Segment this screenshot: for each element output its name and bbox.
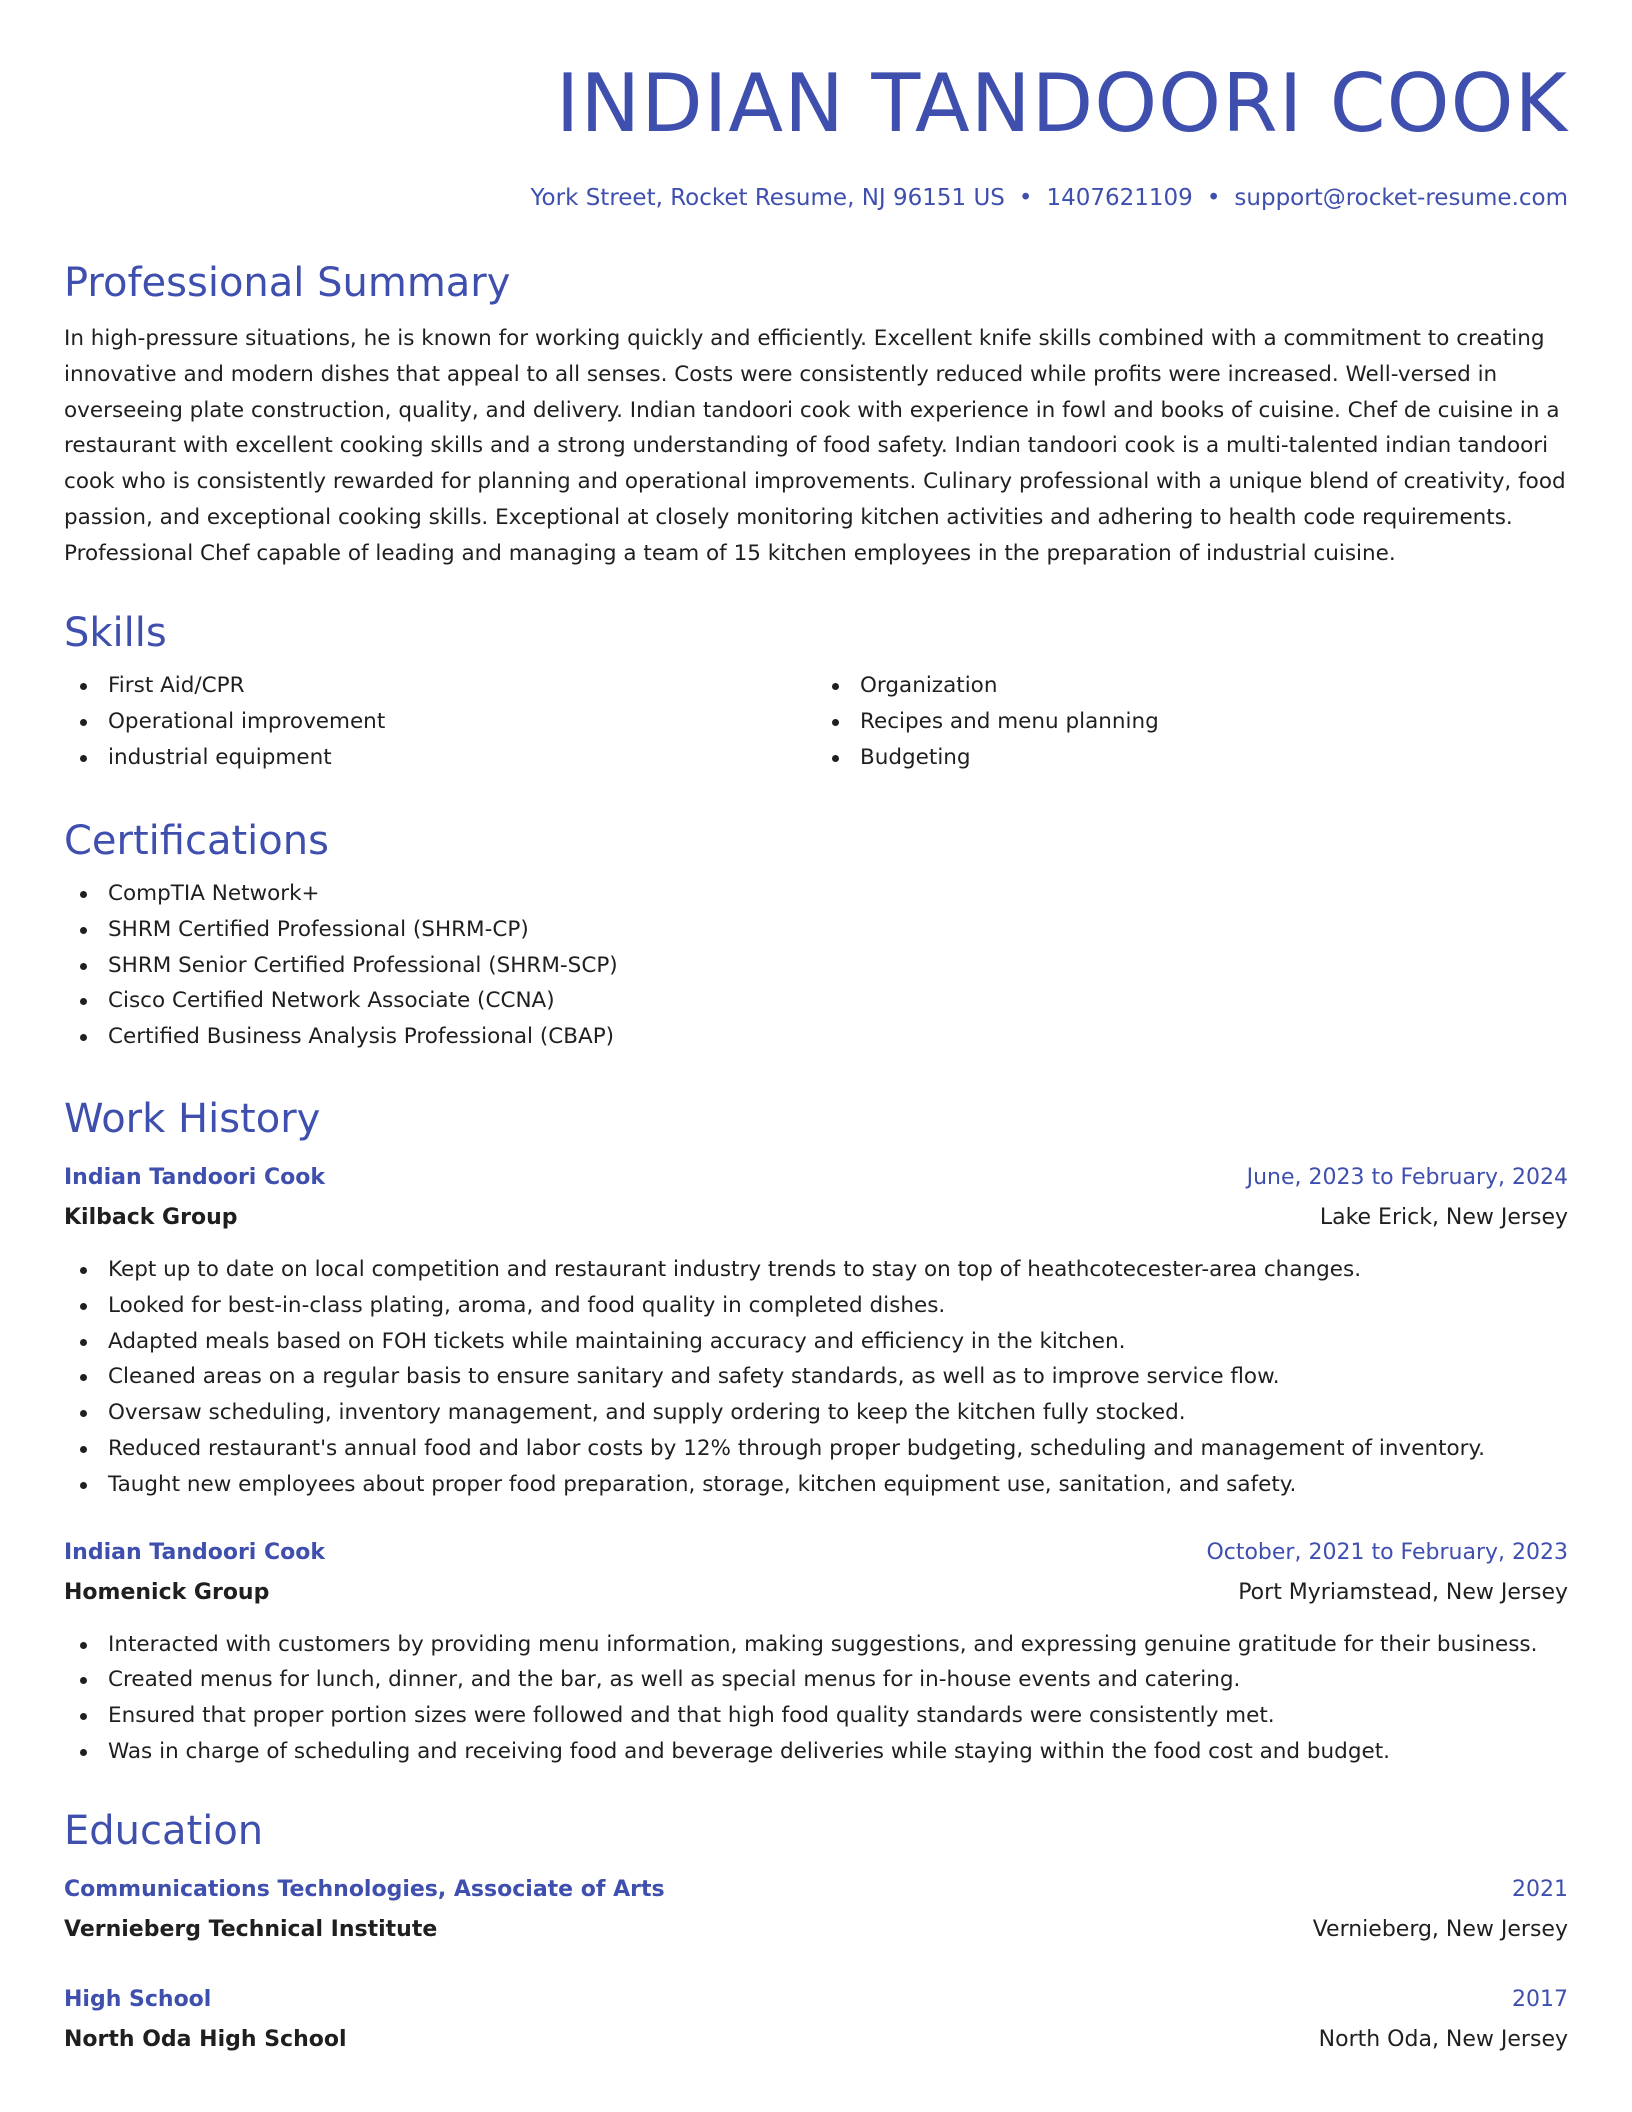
job-bullet: Cleaned areas on a regular basis to ensure sanitary and safety standards, as well as to improve service flow. [64, 1359, 1568, 1395]
degree: Communications Technologies, Associate of Arts [64, 1877, 665, 1902]
separator-dot: • [1018, 185, 1033, 211]
contact-line [531, 182, 1568, 214]
skill-item: First Aid/CPR [64, 668, 816, 704]
job-header-row [64, 1158, 1568, 1198]
skill-item: Budgeting [816, 740, 1568, 776]
separator-dot: • [1206, 185, 1221, 211]
candidate-name: INDIAN TANDOORI COOK [555, 57, 1568, 150]
job-company-row [64, 1573, 1568, 1613]
phone: 1407621109 [1046, 185, 1193, 211]
job-title: Indian Tandoori Cook [64, 1539, 326, 1565]
graduation-year: 2017 [1512, 1987, 1568, 2012]
school-location: North Oda, New Jersey [1318, 2027, 1568, 2052]
skills-grid [64, 668, 1568, 775]
job-bullet: Looked for best-in-class plating, aroma, and food quality in completed dishes. [64, 1288, 1568, 1324]
job-dates: June, 2023 to February, 2024 [1246, 1165, 1568, 1190]
job-dates: October, 2021 to February, 2023 [1206, 1539, 1568, 1565]
skills-section [64, 608, 1568, 775]
work-history-section [64, 1094, 1568, 1770]
job-company: Kilback Group [64, 1205, 238, 1230]
certification-item: SHRM Certified Professional (SHRM-CP) [64, 912, 1568, 948]
job-bullets [64, 1627, 1568, 1770]
summary-text: In high-pressure situations, he is known for working quickly and efficiently. Excellent knife skills combined with a commitment to creating innovative and modern dishes that appeal to all senses. Costs were consistently reduced while profits were increased. Well-versed in overseeing plate construction, quality, and delivery. Indian tandoori cook with experience in fowl and books of cuisine. Chef de cuisine in a restaurant with excellent cooking skills and a strong understanding of food safety. Indian tandoori cook is a multi-talented indian tandoori cook who is consistently rewarded for planning and operational improvements. Culinary professional with a unique blend of creativity, food passion, and exceptional cooking skills. Exceptional at closely monitoring kitchen activities and adhering to health code requirements. Professional Chef capable of leading and managing a team of 15 kitchen employees in the preparation of industrial cuisine. [64, 326, 1566, 566]
job-bullet: Reduced restaurant's annual food and labor costs by 12% through proper budgeting, scheduling and management of inventory. [64, 1431, 1568, 1467]
section-title-education: Education [64, 1808, 264, 1854]
certifications-list [64, 876, 1568, 1055]
skill-item: industrial equipment [64, 740, 816, 776]
education-entry [64, 1870, 1568, 1950]
skill-item: Recipes and menu planning [816, 704, 1568, 740]
job-bullet: Kept up to date on local competition and restaurant industry trends to stay on top of heathcotecester-area changes. [64, 1252, 1568, 1288]
section-title-certifications: Certifications [64, 818, 329, 864]
skills-list-right [816, 668, 1568, 775]
education-header-row [64, 1980, 1568, 2020]
school-location: Vernieberg, New Jersey [1312, 1917, 1568, 1942]
job-entry [64, 1533, 1568, 1770]
graduation-year: 2021 [1512, 1877, 1568, 1902]
school-name: Vernieberg Technical Institute [64, 1917, 438, 1942]
job-bullets [64, 1252, 1568, 1503]
job-entry [64, 1158, 1568, 1503]
education-header-row [64, 1870, 1568, 1910]
certification-item: Certified Business Analysis Professional (CBAP) [64, 1019, 1568, 1055]
job-company-row [64, 1198, 1568, 1238]
job-bullet: Taught new employees about proper food preparation, storage, kitchen equipment use, sanitation, and safety. [64, 1467, 1568, 1503]
certifications-section [64, 816, 1568, 1055]
skills-list-left [64, 668, 816, 775]
job-bullet: Was in charge of scheduling and receiving food and beverage deliveries while staying within the food cost and budget. [64, 1734, 1568, 1770]
school-name: North Oda High School [64, 2027, 347, 2052]
job-bullet: Created menus for lunch, dinner, and the bar, as well as special menus for in-house events and catering. [64, 1662, 1568, 1698]
job-bullet: Adapted meals based on FOH tickets while maintaining accuracy and efficiency in the kitchen. [64, 1324, 1568, 1360]
education-school-row [64, 1910, 1568, 1950]
job-header-row [64, 1533, 1568, 1573]
job-location: Port Myriamstead, New Jersey [1238, 1579, 1568, 1605]
email-link[interactable]: support@rocket-resume.com [1234, 185, 1568, 211]
degree: High School [64, 1987, 212, 2012]
job-bullet: Interacted with customers by providing menu information, making suggestions, and expressing genuine gratitude for their business. [64, 1627, 1568, 1663]
education-section [64, 1806, 1568, 2060]
section-title-work-history: Work History [64, 1096, 321, 1142]
skill-item: Operational improvement [64, 704, 816, 740]
address: York Street, Rocket Resume, NJ 96151 US [530, 185, 1005, 211]
summary-section [64, 258, 1568, 572]
skill-item: Organization [816, 668, 1568, 704]
certification-item: CompTIA Network+ [64, 876, 1568, 912]
job-title: Indian Tandoori Cook [64, 1165, 326, 1190]
job-bullet: Oversaw scheduling, inventory management, and supply ordering to keep the kitchen fully stocked. [64, 1395, 1568, 1431]
job-location: Lake Erick, New Jersey [1319, 1205, 1568, 1230]
job-bullet: Ensured that proper portion sizes were followed and that high food quality standards were consistently met. [64, 1698, 1568, 1734]
certification-item: SHRM Senior Certified Professional (SHRM-SCP) [64, 948, 1568, 984]
section-title-summary: Professional Summary [64, 260, 511, 306]
education-entry [64, 1980, 1568, 2060]
section-title-skills: Skills [64, 610, 167, 656]
education-school-row [64, 2020, 1568, 2060]
certification-item: Cisco Certified Network Associate (CCNA) [64, 983, 1568, 1019]
job-company: Homenick Group [64, 1579, 270, 1605]
